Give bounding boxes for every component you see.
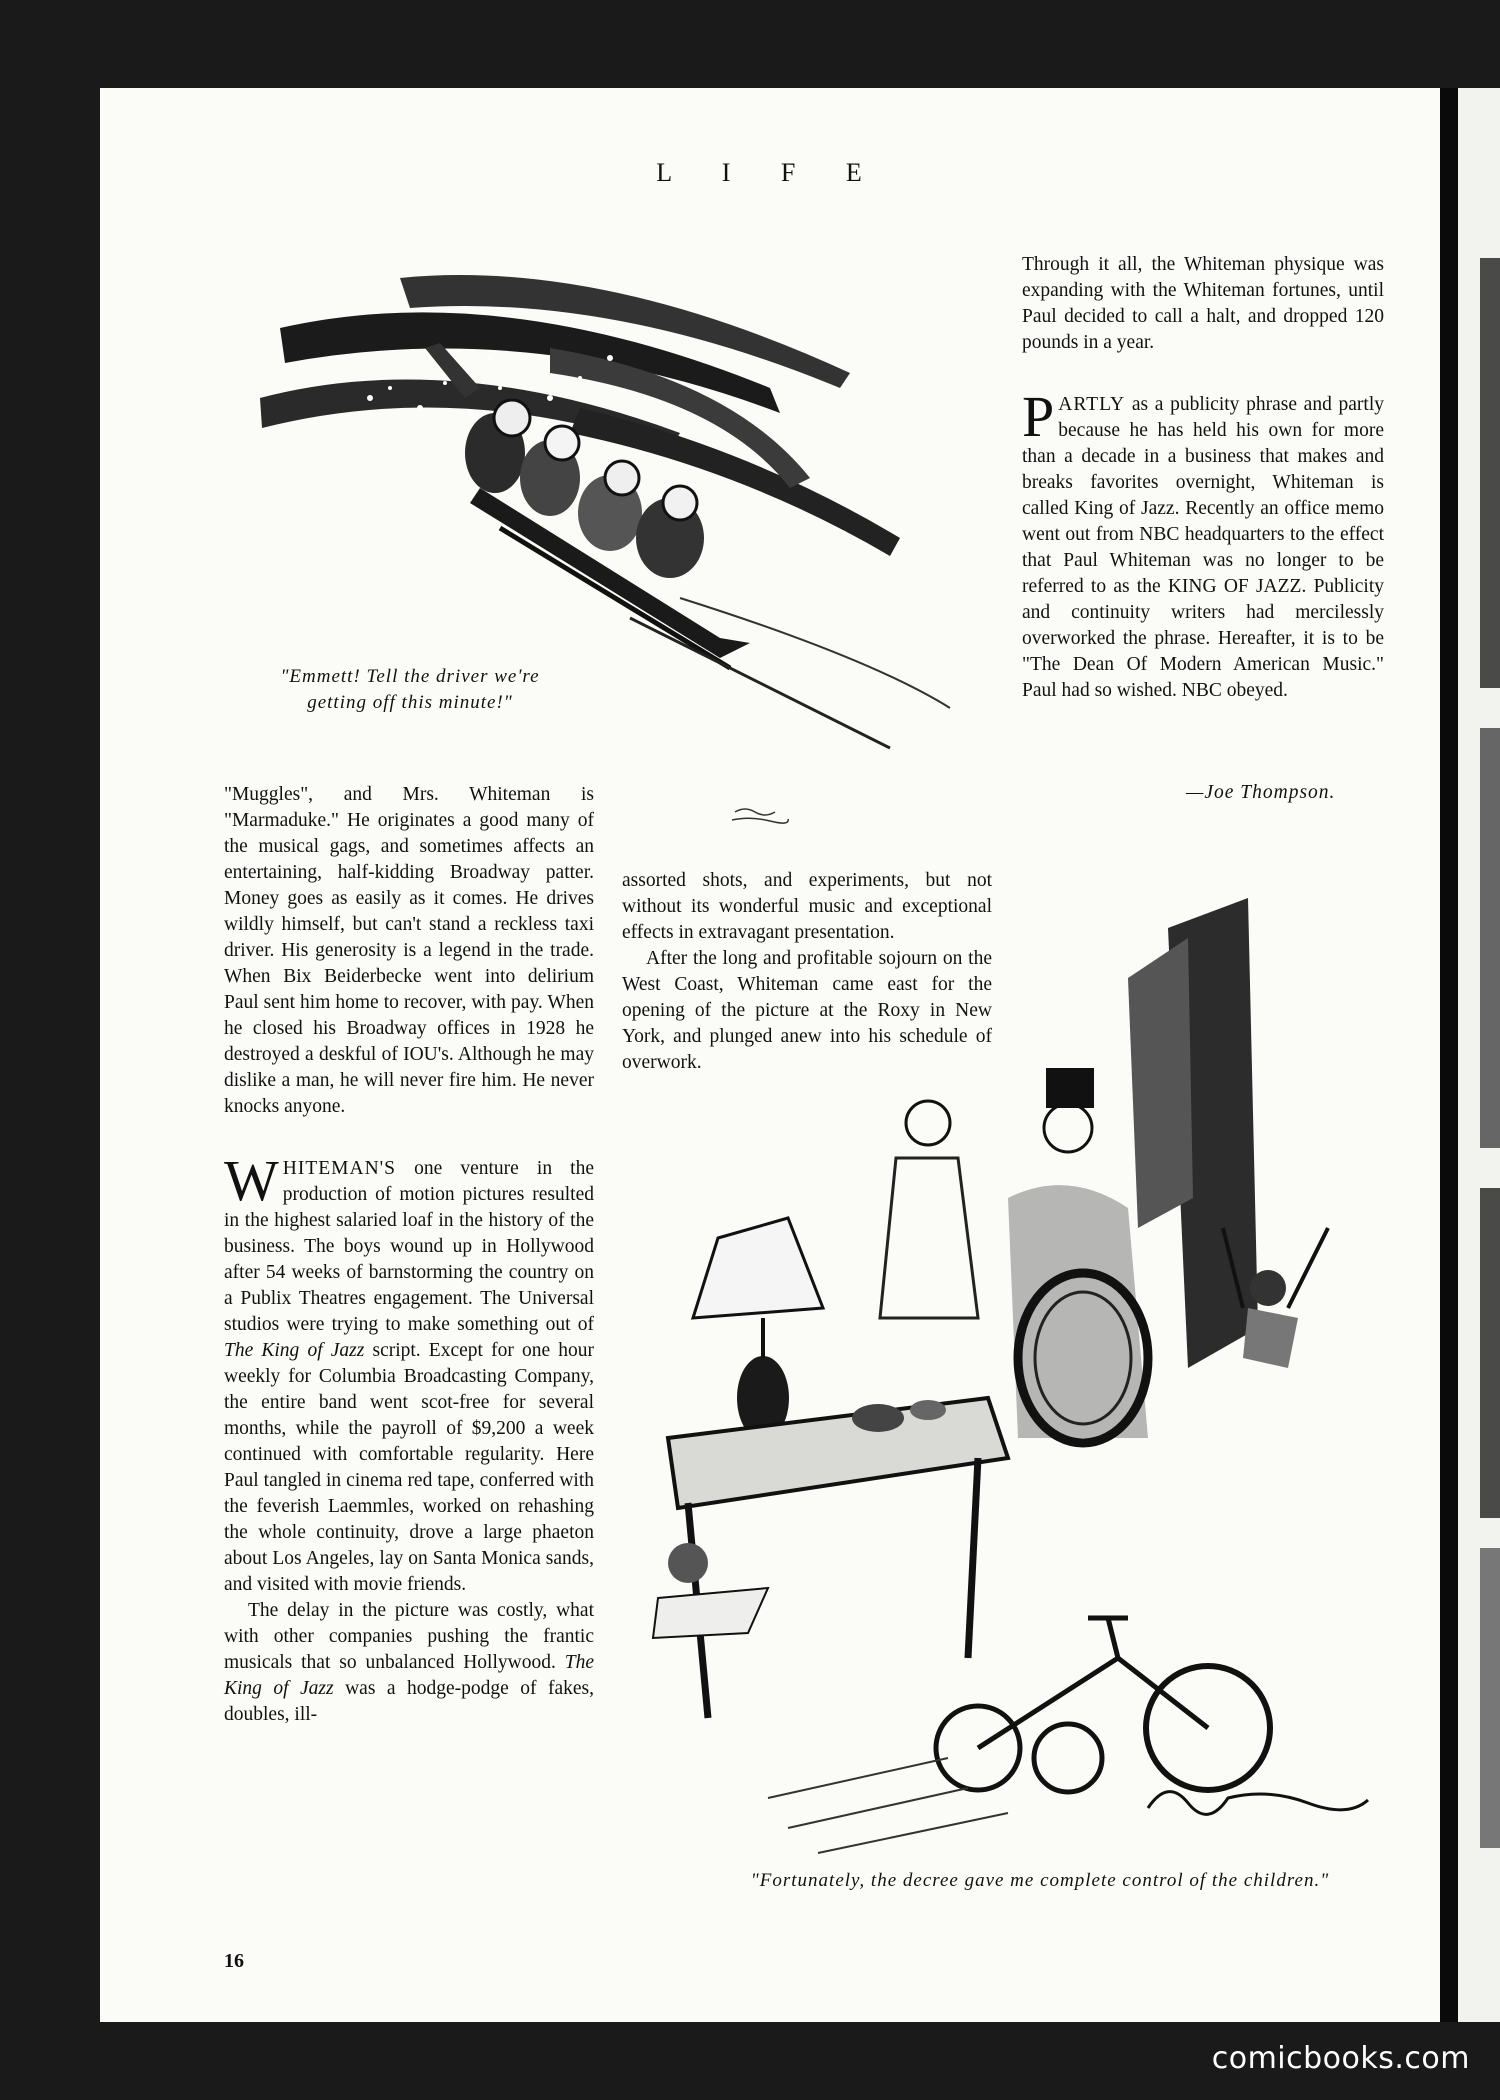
adjacent-illustration-strip <box>1480 258 1500 688</box>
site-watermark: comicbooks.com <box>1211 2041 1470 2076</box>
col1-paragraph-2-text-b: script. Except for one hour weekly for Columbia Broadcasting Company, the entire band went scot-free for several months, while the payroll of $9,200 a week continued with comfortable regularity. Here Paul tangled in cinema red tape, conferred with the feverish Laemmles, worked on rehashing the whole continuity, drove a large phaeton about Los Angeles, lay on Santa Monica sands, and visited with movie friends. <box>224 1340 594 1595</box>
col3-paragraph-2 <box>1022 384 1384 704</box>
film-title: The King of Jazz <box>224 1340 365 1361</box>
byline: —Joe Thompson. <box>1186 782 1336 803</box>
col2-paragraph-2: After the long and profitable sojourn on the West Coast, Whiteman came east for the opening of the picture at the Roxy in New York, and plunged anew into his schedule of overwork. <box>622 948 992 1073</box>
col1-paragraph-3-text-a: The delay in the picture was costly, what with other companies pushing the frantic musicals that so unbalanced Hollywood. <box>224 1600 594 1673</box>
adjacent-illustration-strip <box>1480 1548 1500 1848</box>
col1-paragraph-3-text-b: was a hodge-podge of fakes, doubles, ill- <box>224 1678 594 1725</box>
adjacent-page-edge <box>1458 88 1500 2022</box>
col3-paragraph-2-caps: ARTLY <box>1058 394 1126 415</box>
page-gutter <box>1440 88 1458 2022</box>
dropcap-w: W <box>224 1148 279 1213</box>
col1-paragraph-2 <box>224 1148 594 1598</box>
sled-caption-line-1: "Emmett! Tell the driver we're <box>280 666 540 687</box>
sled-caption-line-2: getting off this minute!" <box>307 692 513 713</box>
article-column-3 <box>1022 252 1384 704</box>
living-room-caption: "Fortunately, the decree gave me complete control of the children." <box>750 1870 1330 1891</box>
col3-paragraph-1: Through it all, the Whiteman physique was expanding with the Whiteman fortunes, until Paul decided to call a halt, and dropped 120 pounds in a year. <box>1022 254 1384 353</box>
magazine-page <box>100 88 1440 2022</box>
living-room-children-illustration <box>648 898 1408 1868</box>
sled-caption <box>195 664 625 716</box>
article-column-1 <box>224 782 594 1728</box>
running-head: L I F E <box>656 158 884 187</box>
sled-artist-signature <box>730 804 790 826</box>
adjacent-illustration-strip <box>1480 1188 1500 1518</box>
col1-paragraph-3 <box>224 1598 594 1728</box>
page-number: 16 <box>224 1950 244 1972</box>
dropcap-p: P <box>1022 384 1055 449</box>
adjacent-illustration-strip <box>1480 728 1500 1148</box>
col3-paragraph-2-text: as a publicity phrase and partly because he has held his own for more than a decade in a business that makes and breaks favorites overnight, Whiteman is called King of Jazz. Recently an office memo went out from NBC headquarters to the effect that Paul Whiteman was no longer to be referred to as the KING OF JAZZ. Publicity and continuity writers had mercilessly overworked the phrase. Hereafter, it is to be "The Dean Of Modern American Music." Paul had so wished. NBC obeyed. <box>1022 394 1384 701</box>
col1-paragraph-2-text-a: one venture in the production of motion pictures resulted in the highest salaried loaf in the history of the business. The boys wound up in Hollywood after 54 weeks of barnstorming the country on a Publix Theatres engagement. The Universal studios were trying to make something out of <box>224 1158 594 1335</box>
col1-paragraph-2-caps: HITEMAN'S <box>282 1158 397 1179</box>
col2-paragraph-1: assorted shots, and experiments, but not without its wonderful music and exceptional effects in extravagant presentation. <box>622 870 992 943</box>
col1-paragraph-1: "Muggles", and Mrs. Whiteman is "Marmaduke." He originates a good many of the musical gags, and sometimes affects an entertaining, half-kidding Broadway patter. Money goes as easily as it comes. He drives wildly himself, but can't stand a reckless taxi driver. His generosity is a legend in the trade. When Bix Beiderbecke went into delirium Paul sent him home to recover, with pay. When he closed his Broadway offices in 1928 he destroyed a deskful of IOU's. Although he may dislike a man, he will never fire him. He never knocks anyone. <box>224 784 594 1117</box>
film-title: The King of Jazz <box>224 1652 594 1699</box>
